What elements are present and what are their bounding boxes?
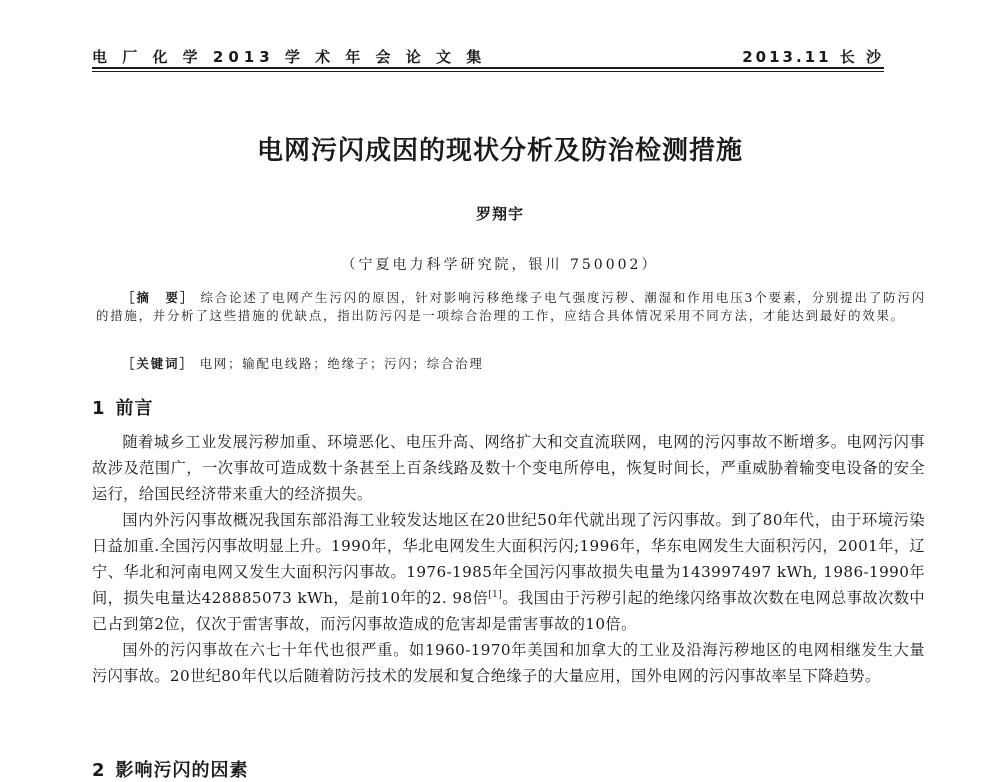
body-paragraph — [92, 507, 925, 637]
journal-name: 电 厂 化 学 2013 学 术 年 会 论 文 集 — [92, 48, 487, 66]
keywords — [122, 354, 922, 372]
citation-ref: [1] — [488, 589, 503, 600]
paper-title: 电网污闪成因的现状分析及防治检测措施 — [256, 136, 743, 166]
abstract-text: 综合论述了电网产生污闪的原因，针对影响污移绝缘子电气强度污秽、潮湿和作用电压3个要素，分别提出了防污闪的措施，并分析了这些措施的优缺点，指出防污闪是一项综合治理的工作，应结合具体情况采用不同方法，才能达到最好的效果。 — [96, 290, 927, 323]
issue-date-place: 2013.11 长 沙 — [742, 48, 884, 66]
author-affiliation: （宁夏电力科学研究院，银川 750002） — [341, 257, 659, 273]
header-rule-thick — [92, 67, 884, 69]
header-rule-thin — [92, 71, 884, 72]
section-number: 1 — [92, 398, 106, 419]
section-title: 前言 — [115, 398, 154, 419]
paragraph-text: 国内外污闪事故概况我国东部沿海工业较发达地区在20世纪50年代就出现了污闪事故。到了80年代，由于环境污染日益加重.全国污闪事故明显上升。1990年，华北电网发生大面积污闪;1996年，华东电网发生大面积污闪，2001年，辽宁、华北和河南电网又发生大面积污闪事故。1976-1985年全国污闪事故损失电量为143997497 kWh, 1986-1990年间，损失电量达428885073 kWh，是前10年的2. 98倍 — [92, 511, 925, 607]
abstract-label: ［摘 要］ — [122, 290, 195, 305]
section-title: 影响污闪的因素 — [115, 760, 249, 781]
section-number: 2 — [92, 760, 106, 781]
running-header — [92, 44, 884, 68]
paragraph-text: 。我国由于污秽引起的绝缘闪络事故次数在电网总事故次数中已占到第2位，仅次于雷害事故，而污闪事故造成的危害却是雷害事故的10倍。 — [92, 589, 925, 633]
author-name: 罗翔宇 — [475, 205, 524, 223]
keywords-label: ［关键词］ — [122, 356, 194, 371]
section-heading-factors — [92, 756, 249, 782]
keywords-text: 电网；输配电线路；绝缘子；污闪；综合治理 — [199, 356, 484, 371]
body-text — [92, 429, 925, 689]
body-paragraph: 随着城乡工业发展污秽加重、环境恶化、电压升高、网络扩大和交直流联网，电网的污闪事故不断增多。电网污闪事故涉及范围广，一次事故可造成数十条甚至上百条线路及数十个变电所停电，恢复时间长，严重威胁着输变电设备的安全运行，给国民经济带来重大的经济损失。 — [92, 433, 925, 503]
section-heading-intro — [92, 394, 154, 420]
body-paragraph: 国外的污闪事故在六七十年代也很严重。如1960-1970年美国和加拿大的工业及沿海污秽地区的电网相继发生大量污闪事故。20世纪80年代以后随着防污技术的发展和复合绝缘子的大量应用，国外电网的污闪事故率呈下降趋势。 — [92, 641, 925, 685]
abstract — [96, 289, 926, 325]
